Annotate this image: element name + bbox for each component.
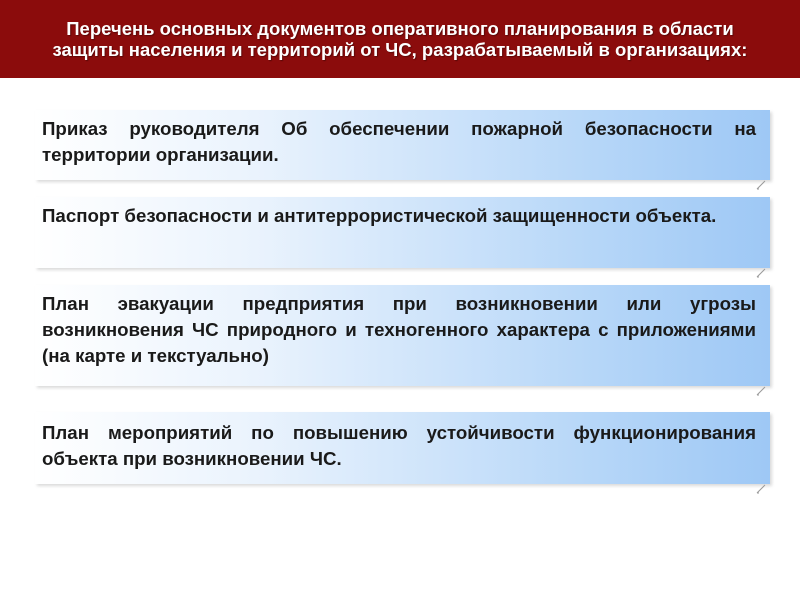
document-item-text: План эвакуации предприятия при возникновении или угрозы возникновения ЧС природного и техногенного характера с приложениями (на карте и текстуально) bbox=[42, 293, 756, 366]
document-item-3 bbox=[35, 285, 770, 386]
corner-mark-icon bbox=[756, 268, 766, 278]
document-item-text: Паспорт безопасности и антитеррористической защищенности объекта. bbox=[42, 205, 717, 226]
header-bar bbox=[0, 0, 800, 78]
document-item-text: План мероприятий по повышению устойчивости функционирования объекта при возникновении ЧС. bbox=[42, 422, 756, 469]
corner-mark-icon bbox=[756, 484, 766, 494]
corner-mark-icon bbox=[756, 180, 766, 190]
document-item-4 bbox=[35, 412, 770, 484]
page-title: Перечень основных документов оперативного планирования в области защиты населения и территорий от ЧС, разрабатываемый в организациях: bbox=[52, 18, 748, 60]
document-item-text: Приказ руководителя Об обеспечении пожарной безопасности на территории организации. bbox=[42, 118, 756, 165]
corner-mark-icon bbox=[756, 386, 766, 396]
document-item-1 bbox=[35, 110, 770, 180]
document-item-2 bbox=[35, 197, 770, 268]
